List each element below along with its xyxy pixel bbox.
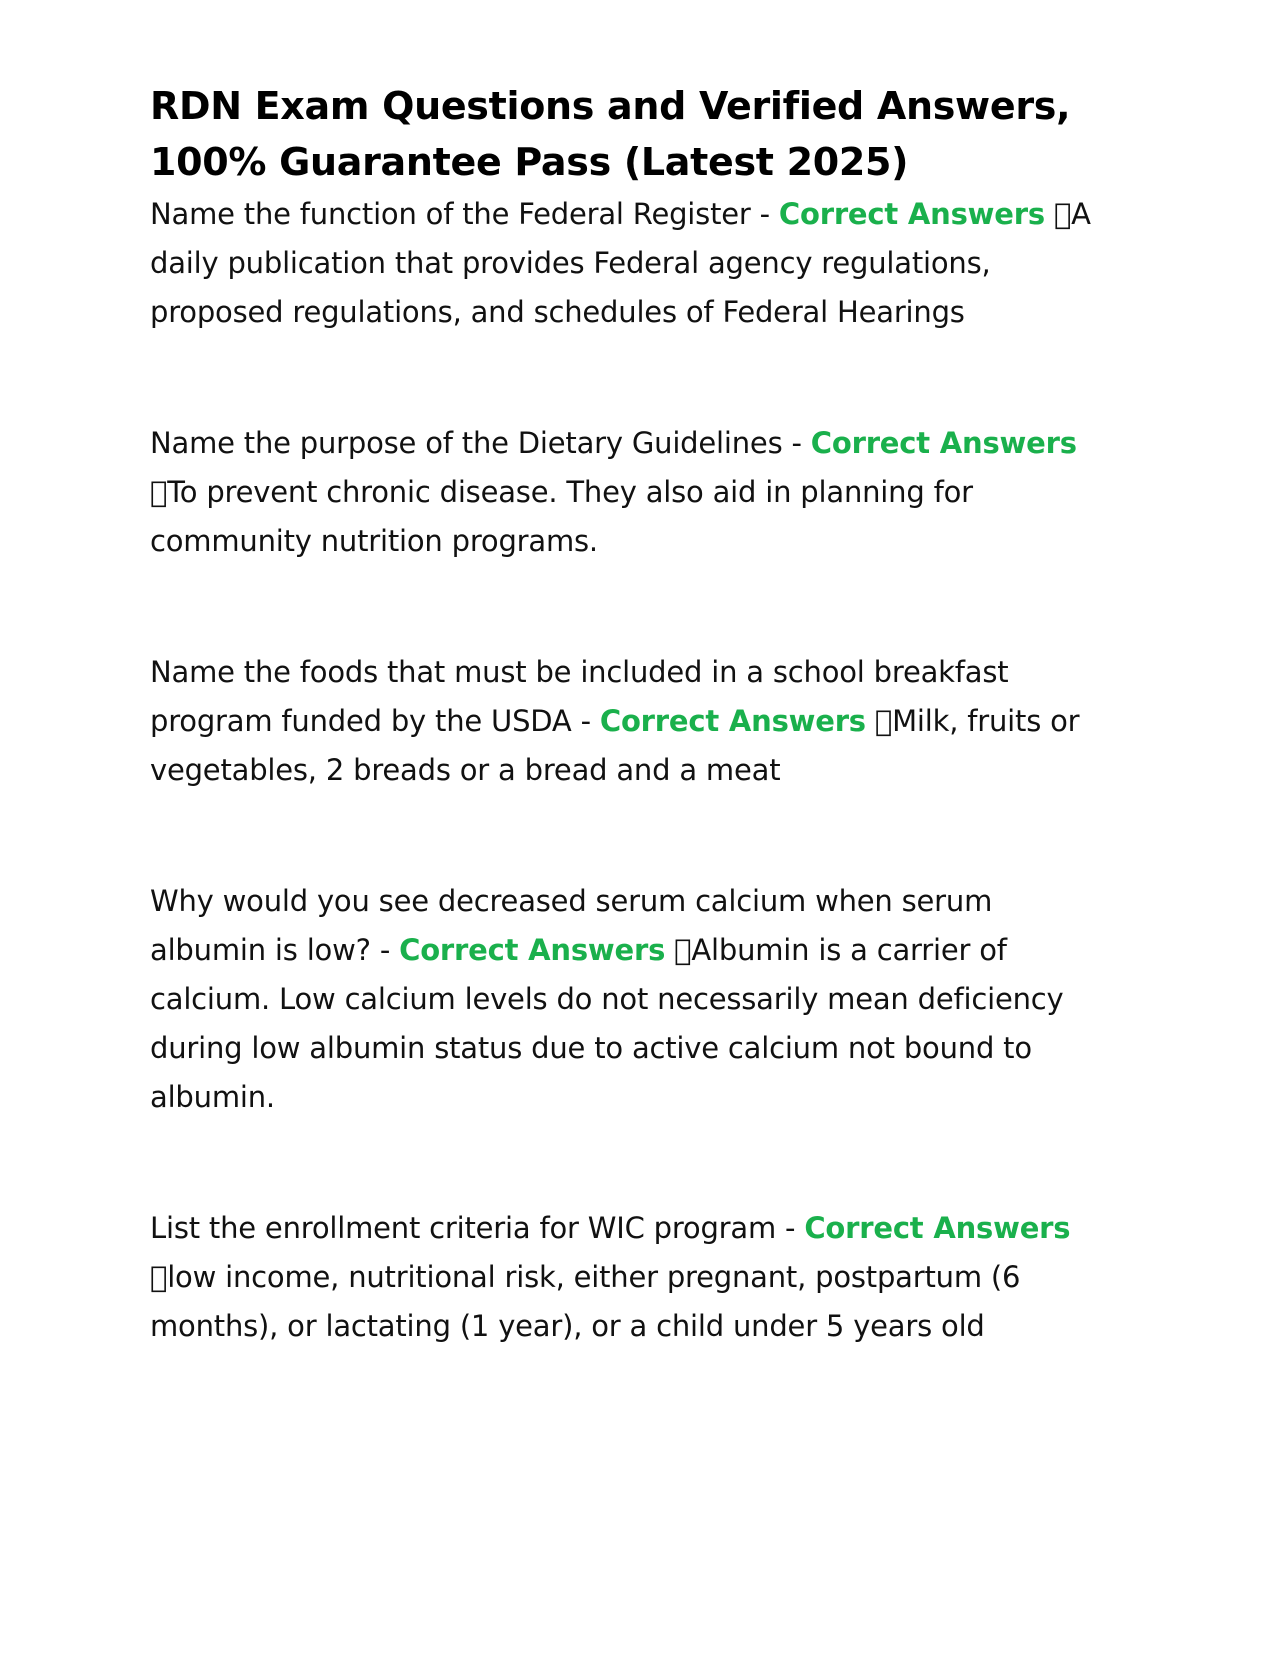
document-title: RDN Exam Questions and Verified Answers, 100% Guarantee Pass (Latest 2025) <box>150 84 1071 184</box>
correct-answers-label: Correct Answers <box>804 1211 1071 1245</box>
question-text: List the enrollment criteria for WIC program - <box>150 1211 805 1245</box>
correct-answers-label: Correct Answers <box>810 426 1077 460</box>
document-page <box>150 78 1110 1351</box>
correct-answers-label: Correct Answers <box>599 704 866 738</box>
question-text: Name the purpose of the Dietary Guidelines - <box>150 426 811 460</box>
qa-item-3 <box>150 648 1110 795</box>
qa-item-4 <box>150 877 1110 1122</box>
answer-text: Albumin is a carrier of calcium. Low calcium levels do not necessarily mean deficiency during low albumin status due to active calcium not bound to albumin. <box>150 933 1064 1114</box>
question-text: Name the function of the Federal Register - <box>150 197 779 231</box>
qa-item-1 <box>150 190 1110 337</box>
answer-text: To prevent chronic disease. They also aid in planning for community nutrition programs. <box>150 475 956 558</box>
answer-text: low income, nutritional risk, either pregnant, postpartum (6 months), or lactating (1 year), or a child under 5 years old <box>150 1260 1004 1343</box>
qa-item-2 <box>150 419 1110 566</box>
question-text: Name the foods that must be included in a school breakfast program funded by the USDA - <box>150 655 1009 738</box>
question-text: Why would you see decreased serum calcium when serum albumin is low? - <box>150 884 993 967</box>
qa-item-5 <box>150 1204 1110 1351</box>
correct-answers-label: Correct Answers <box>399 933 666 967</box>
answer-text: Milk, fruits or vegetables, 2 breads or a bread and a meat <box>150 704 1063 787</box>
correct-answers-label: Correct Answers <box>778 197 1045 231</box>
answer-text: A daily publication that provides Federal agency regulations, proposed regulations, and schedules of Federal Hearings <box>150 197 1074 329</box>
